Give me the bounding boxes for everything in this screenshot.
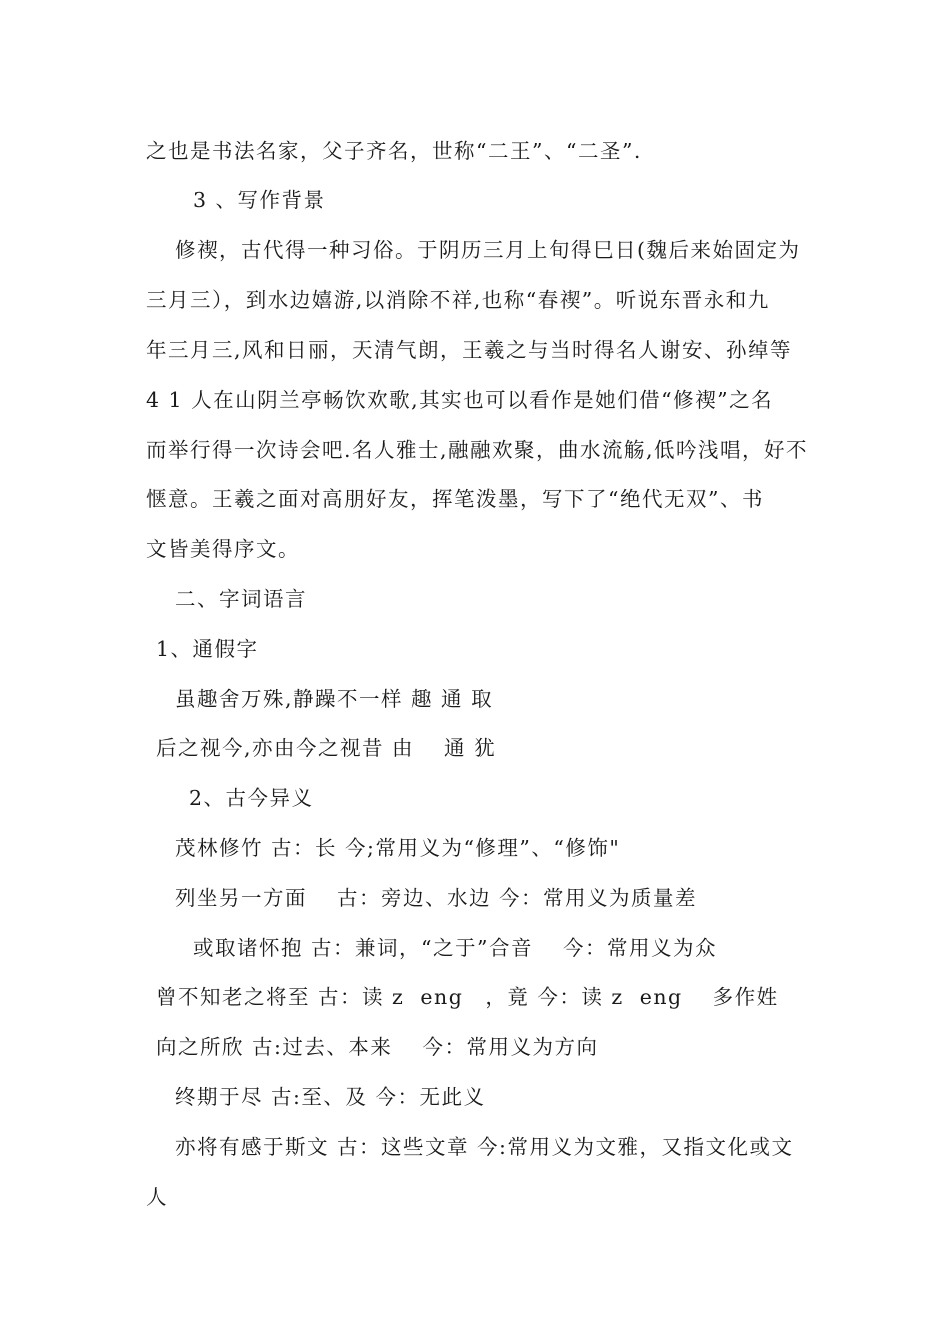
paragraph-line: 而举行得一次诗会吧.名人雅士,融融欢聚，曲水流觞,低吟浅唱，好不 bbox=[146, 438, 809, 462]
example-line: 亦将有感于斯文 古：这些文章 今:常用义为文雅，又指文化或文 bbox=[175, 1135, 794, 1159]
example-line: 虽趣舍万殊,静躁不一样 趣 通 取 bbox=[175, 687, 494, 711]
subsection-heading: 2、古今异义 bbox=[189, 786, 314, 810]
paragraph-line: 惬意。王羲之面对高朋好友，挥笔泼墨，写下了“绝代无双”、书 bbox=[146, 487, 764, 511]
example-line: 曾不知老之将至 古：读 z eng ，竟 今：读 z eng 多作姓 bbox=[156, 985, 779, 1009]
paragraph-line: 文皆美得序文。 bbox=[146, 537, 300, 561]
example-line: 列坐另一方面 古：旁边、水边 今：常用义为质量差 bbox=[175, 886, 698, 910]
paragraph-line: 三月三），到水边嬉游,以消除不祥,也称“春禊”。听说东晋永和九 bbox=[146, 288, 770, 312]
paragraph-line: 之也是书法名家，父子齐名，世称“二王”、“二圣”. bbox=[146, 139, 642, 163]
example-line: 或取诸怀抱 古：兼词，“之于”合音 今：常用义为众 bbox=[193, 936, 717, 960]
section-heading: 二、字词语言 bbox=[175, 587, 307, 611]
paragraph-line: 修禊，古代得一种习俗。于阴历三月上旬得巳日(魏后来始固定为 bbox=[175, 238, 801, 262]
example-line: 茂林修竹 古：长 今;常用义为“修理”、“修饰" bbox=[175, 836, 621, 860]
example-line: 后之视今,亦由今之视昔 由 通 犹 bbox=[156, 736, 497, 760]
example-line: 向之所欣 古:过去、本来 今：常用义为方向 bbox=[156, 1035, 599, 1059]
subsection-heading: 1、通假字 bbox=[156, 637, 259, 661]
paragraph-line: 年三月三,风和日丽，天清气朗，王羲之与当时得名人谢安、孙绰等 bbox=[146, 338, 793, 362]
example-line: 人 bbox=[146, 1185, 168, 1209]
paragraph-line: 4 1 人在山阴兰亭畅饮欢歌,其实也可以看作是她们借“修禊”之名 bbox=[146, 388, 774, 412]
example-line: 终期于尽 古:至、及 今：无此义 bbox=[175, 1085, 486, 1109]
section-heading: 3 、写作背景 bbox=[193, 188, 326, 212]
